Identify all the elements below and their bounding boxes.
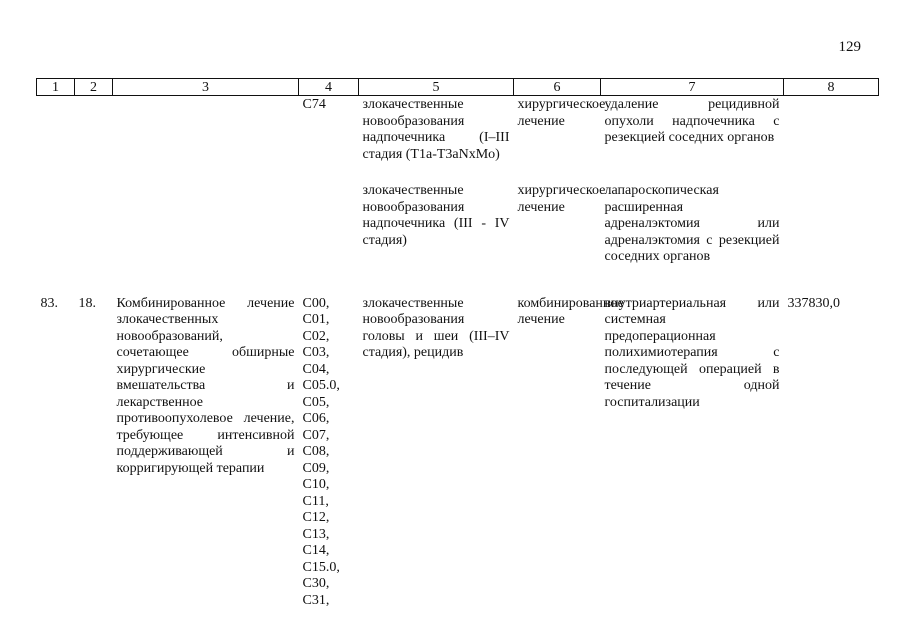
icd-code: C00, <box>302 295 330 311</box>
header-col-8: 8 <box>784 79 879 96</box>
row-number <box>37 183 75 266</box>
icd-code: C07, <box>302 427 330 443</box>
treatment-method: лапароскопическая расширенная адреналэктомия или адреналэктомия с резекцией соседних органов <box>604 183 780 264</box>
row-number <box>37 96 75 164</box>
cost <box>784 183 879 266</box>
header-col-1: 1 <box>37 79 75 96</box>
icd-code: C02, <box>302 328 330 344</box>
group-number <box>75 96 113 164</box>
icd-code: C15.0, <box>302 559 340 575</box>
icd-code: C04, <box>302 361 330 377</box>
treatment-type: комбинированное лечение <box>517 295 624 327</box>
icd-code: C05, <box>302 394 330 410</box>
icd-code: C10, <box>302 477 330 492</box>
diagnosis: злокачественные новообразования надпочечника (I–III стадия (T1a-T3aNxMo) <box>362 97 510 162</box>
icd-code: C05.0, <box>302 378 340 393</box>
icd-codes <box>299 96 359 164</box>
header-col-5: 5 <box>359 79 514 96</box>
treatment-type: хирургическое лечение <box>517 183 606 215</box>
icd-code: C74 <box>302 97 326 112</box>
icd-code: C14, <box>302 543 330 558</box>
icd-code: C31, <box>302 592 330 608</box>
treatment-name <box>113 183 299 266</box>
table-row <box>37 183 879 266</box>
icd-code: C01, <box>302 312 330 327</box>
page-number: 129 <box>838 39 861 55</box>
icd-codes <box>299 296 359 610</box>
icd-code: C11, <box>302 493 329 509</box>
icd-code-list <box>303 296 355 610</box>
spacer-row <box>37 266 879 296</box>
diagnosis: злокачественные новообразования головы и шеи (III–IV стадия), рецидив <box>362 295 510 360</box>
icd-code: C30, <box>302 576 330 591</box>
header-col-6: 6 <box>514 79 601 96</box>
icd-code: C08, <box>302 444 330 459</box>
cost: 337830,0 <box>787 295 840 311</box>
icd-code: C13, <box>302 526 330 542</box>
row-number: 83. <box>40 295 58 311</box>
medical-procedures-table <box>36 78 879 609</box>
diagnosis: злокачественные новообразования надпочечника (III - IV стадия) <box>362 183 510 248</box>
icd-code: C12, <box>302 510 330 525</box>
spacer-row <box>37 163 879 183</box>
header-col-7: 7 <box>601 79 784 96</box>
table-row <box>37 96 879 164</box>
treatment-name: Комбинированное лечение злокачественных новообразований, сочетающее обширные хирургические вмешательства и лекарственное противоопухолевое лечение, требующее интенсивной поддерживающей и корригирующей терапии <box>116 295 295 476</box>
group-number: 18. <box>78 295 96 311</box>
cost <box>784 96 879 164</box>
icd-code: C06, <box>302 411 330 426</box>
icd-code: C09, <box>302 460 330 476</box>
treatment-type: хирургическое лечение <box>517 97 606 129</box>
header-col-2: 2 <box>75 79 113 96</box>
header-col-4: 4 <box>299 79 359 96</box>
icd-code-list <box>303 97 355 114</box>
treatment-method: удаление рецидивной опухоли надпочечника с резекцией соседних органов <box>604 97 780 145</box>
header-col-3: 3 <box>113 79 299 96</box>
header-row <box>37 79 879 96</box>
treatment-method: внутриартериальная или системная предоперационная полихимиотерапия с последующей операцией в течение одной госпитализации <box>604 295 780 410</box>
treatment-name <box>113 96 299 164</box>
icd-code: C03, <box>302 345 330 360</box>
icd-codes <box>299 183 359 266</box>
table-row <box>37 296 879 610</box>
group-number <box>75 183 113 266</box>
